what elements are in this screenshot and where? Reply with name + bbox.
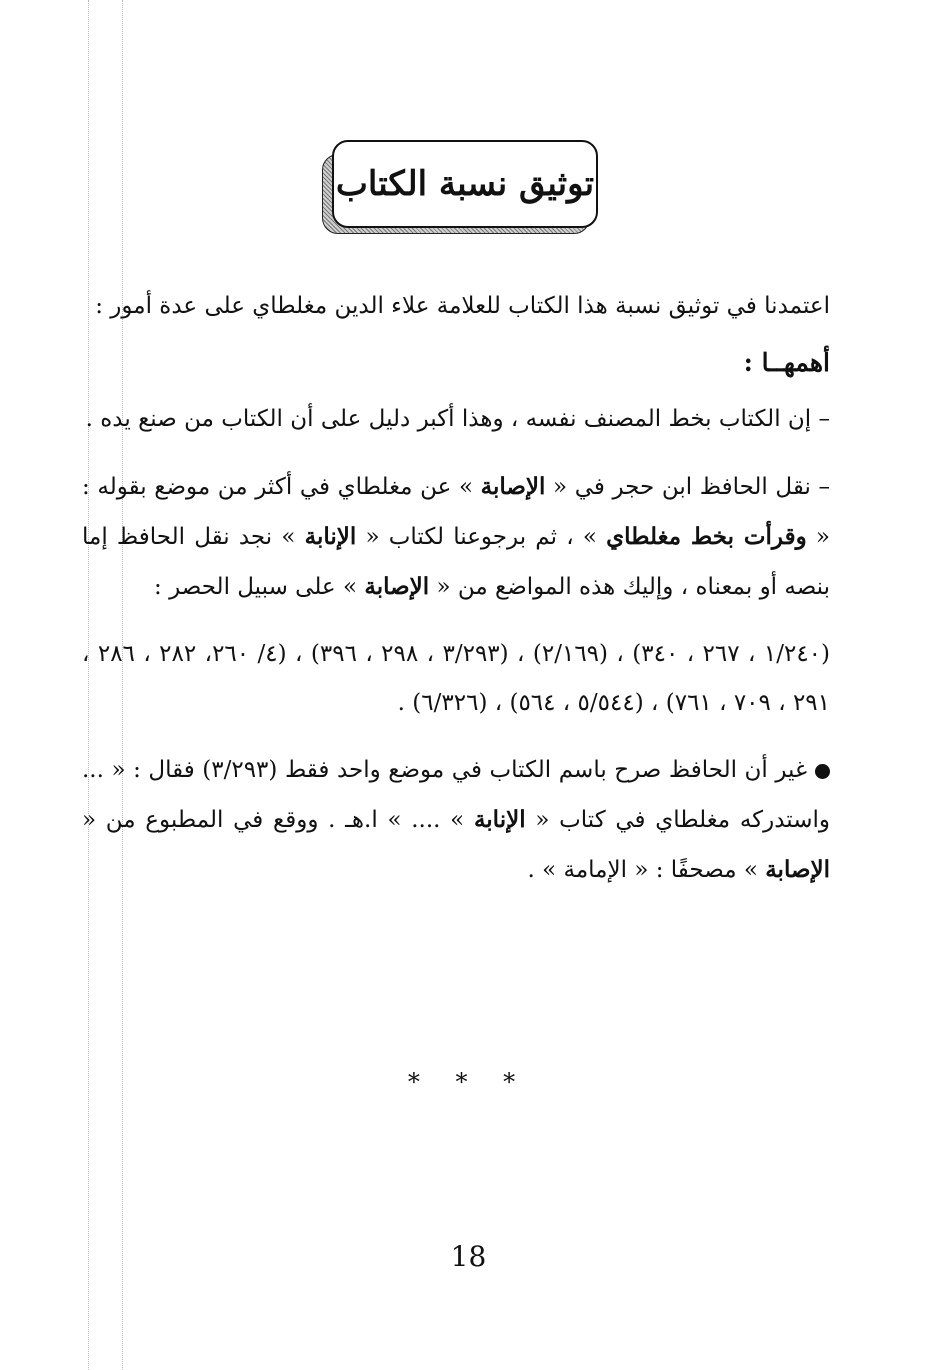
text-run: – نقل الحافظ ابن حجر في « <box>545 474 830 500</box>
text-run: غير أن الحافظ صرح باسم الكتاب في موضع واحد فقط (٣/٢٩٣) فقال : « ... واستدركه مغلطاي في كتاب « <box>82 757 831 833</box>
bold-quote: وقرأت بخط مغلطاي <box>606 523 807 550</box>
text-run: » ، ثم برجوعنا لكتاب « <box>356 524 607 550</box>
text-run: » نجد نقل الحافظ إما بنصه أو بمعناه ، وإليك هذه المواضع من « <box>82 524 830 600</box>
text-run: » عن مغلطاي في أكثر من موضع بقوله : « <box>82 474 830 550</box>
text-run: » على سبيل الحصر : <box>154 574 365 600</box>
heading-label: أهمهــا <box>761 348 830 377</box>
bold-title-inaba: الإنابة <box>304 523 357 550</box>
section-separator: * * * <box>407 1068 530 1096</box>
text-run: » مصحفًا : « الإمامة » . <box>527 857 766 883</box>
text-run: » .... » ا.هـ . ووقع في المطبوع من « <box>82 807 474 833</box>
note-paragraph <box>82 746 830 895</box>
bullet-icon <box>815 764 830 779</box>
bold-title-isaba: الإصابة <box>480 473 546 500</box>
bold-title-isaba: الإصابة <box>765 856 830 883</box>
heading-colon: : <box>743 348 753 377</box>
intro-paragraph: اعتمدنا في توثيق نسبة هذا الكتاب للعلامة علاء الدين مغلطاي على عدة أمور : <box>95 293 830 319</box>
bold-title-isaba: الإصابة <box>364 573 430 600</box>
bold-title-inaba: الإنابة <box>473 806 526 833</box>
title-frame <box>322 140 598 232</box>
body-text <box>82 282 830 895</box>
item-handwriting: – إن الكتاب بخط المصنف نفسه ، وهذا أكبر دليل على أن الكتاب من صنع يده . <box>85 406 830 432</box>
page-number: 18 <box>450 1240 487 1273</box>
title-box <box>332 140 598 228</box>
section-heading <box>82 331 830 395</box>
references-list: (١/٢٤٠ ، ٢٦٧ ، ٣٤٠) ، (٢/١٦٩) ، (٣/٢٩٣ ، ٢٩٨ ، ٣٩٦) ، (٤/ ٢٦٠، ٢٨٢ ، ٢٨٦ ، ٢٩١ ، ٧٠٩ ، ٧٦١) ، (٥/٥٤٤ ، ٥٦٤) ، (٦/٣٢٦) . <box>82 641 831 716</box>
page-title: توثيق نسبة الكتاب <box>335 164 595 204</box>
item-isaba-quotes <box>82 462 830 612</box>
